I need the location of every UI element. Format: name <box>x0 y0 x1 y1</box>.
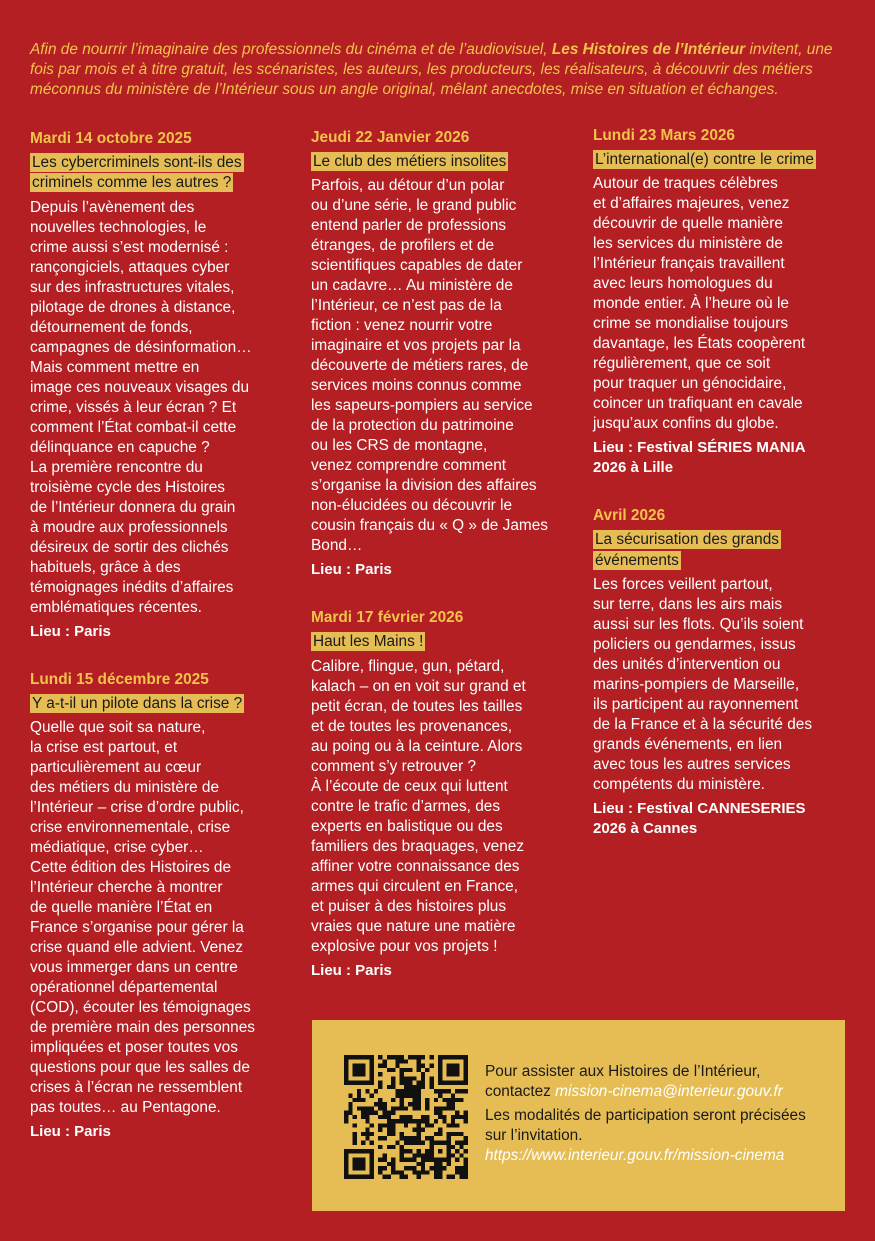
intro-brand: Les Histoires de l’Intérieur <box>551 41 746 59</box>
column-right <box>593 126 848 867</box>
email-link[interactable]: mission-cinema@interieur.gouv.fr <box>555 1083 783 1100</box>
participation-note: Les modalités de participation seront précisées sur l’invitation. <box>485 1107 806 1144</box>
event-title: Les cybercriminels sont-ils des criminels comme les autres ? <box>32 154 242 192</box>
event-card <box>30 129 292 642</box>
event-title: La sécurisation des grands événements <box>595 531 779 569</box>
event-date: Lundi 15 décembre 2025 <box>30 670 209 688</box>
event-location: Lieu : Paris <box>311 561 392 579</box>
event-title: L’international(e) contre le crime <box>595 151 814 168</box>
event-description: Les forces veillent partout, sur terre, dans les airs mais aussi sur les flots. Qu’ils soient policiers ou gendarmes, issus des unités d’intervention ou marins-pompiers de Marseille, ils participent au rayonnement de la France et à la sécurité des grands événements, en lien avec tous les autres services compétents du ministère. <box>593 576 813 794</box>
event-date: Lundi 23 Mars 2026 <box>593 127 735 144</box>
event-title: Y a-t-il un pilote dans la crise ? <box>32 694 243 712</box>
event-location: Lieu : Festival SÉRIES MANIA 2026 à Lille <box>593 439 806 477</box>
event-description: Autour de traques célèbres et d’affaires majeures, venez découvrir de quelle manière les services du ministère de l’Intérieur français travaillent avec leurs homologues du monde entier. À l’heure où le crime se mondialise toujours davantage, les États coopèrent régulièrement, que ce soit pour traquer un génocidaire, coincer un trafiquant en cavale jusqu’aux confins du globe. <box>593 175 806 433</box>
column-left <box>30 129 292 1170</box>
website-link[interactable]: https://www.interieur.gouv.fr/mission-cinema <box>485 1147 785 1164</box>
contact-line: contactez mission-cinema@interieur.gouv.fr <box>485 1083 783 1100</box>
event-card <box>311 608 573 980</box>
event-location: Lieu : Paris <box>30 1123 111 1141</box>
event-location: Lieu : Paris <box>30 622 111 640</box>
event-title: Haut les Mains ! <box>313 633 424 651</box>
event-card <box>311 128 573 580</box>
event-date: Mardi 17 février 2026 <box>311 609 464 627</box>
contact-line: Pour assister aux Histoires de l’Intérieur, <box>485 1063 761 1080</box>
event-card <box>593 126 848 478</box>
contact-text <box>485 1062 830 1166</box>
event-title: Le club des métiers insolites <box>313 153 507 170</box>
event-date: Mardi 14 octobre 2025 <box>30 130 192 147</box>
event-card <box>30 670 292 1142</box>
contact-box <box>312 1020 845 1211</box>
event-date: Avril 2026 <box>593 507 666 525</box>
intro-text: Afin de nourrir l’imaginaire des professionnels du cinéma et de l’audiovisuel, Les Histoires de l’Intérieur invitent, une fois par mois et à titre gratuit, les scénaristes, les auteurs, les producteurs, les réalisateurs, à découvrir des métiers méconnus du ministère de l’Intérieur sous un angle original, mêlant anecdotes, mise en situation et échanges. <box>30 41 833 99</box>
event-description: Quelle que soit sa nature, la crise est partout, et particulièrement au cœur des métiers du ministère de l’Intérieur – crise d’ordre public, crise environnementale, crise médiatique, crise cyber… Cette édition des Histoires de l’Intérieur cherche à montrer de quelle manière l’État en France s’organise pour gérer la crise quand elle advient. Venez vous immerger dans un centre opérationnel départemental (COD), écouter les témoignages de première main des personnes impliquées et poser toutes vos questions pour que les salles de crises à l’écran ne ressemblent pas toutes… au Pentagone. <box>30 719 255 1117</box>
event-location: Lieu : Paris <box>311 961 392 979</box>
qr-code-icon[interactable] <box>344 1055 468 1179</box>
event-date: Jeudi 22 Janvier 2026 <box>311 129 470 146</box>
event-description: Parfois, au détour d’un polar ou d’une série, le grand public entend parler de professions étranges, de profilers et de scientifiques capables de dater un cadavre… Au ministère de l’Intérieur, ce n’est pas de la fiction : venez nourrir votre imaginaire et vos projets par la découverte de métiers rares, de services moins connus comme les sapeurs-pompiers au service de la protection du patrimoine ou les CRS de montagne, venez comprendre comment s’organise la division des affaires non-élucidées ou découvrir le cousin français du « Q » de James Bond… <box>311 177 548 555</box>
event-card <box>593 506 848 839</box>
event-location: Lieu : Festival CANNESERIES 2026 à Cannes <box>593 800 806 838</box>
column-middle <box>311 128 573 1009</box>
event-description: Calibre, flingue, gun, pétard, kalach – on en voit sur grand et petit écran, de toutes les tailles et de toutes les provenances, au poing ou à la ceinture. Alors comment s’y retrouver ? À l’écoute de ceux qui luttent contre le trafic d’armes, des experts en balistique ou des familiers des braquages, venez affiner votre connaissance des armes qui circulent en France, et puiser à des histoires plus vraies que nature une matière explosive pour vos projets ! <box>311 657 526 955</box>
event-description: Depuis l’avènement des nouvelles technologies, le crime aussi s’est modernisé : rançongiciels, attaques cyber sur des infrastructures vitales, pilotage de drones à distance, détournement de fonds, campagnes de désinformation… Mais comment mettre en image ces nouveaux visages du crime, vissés à leur écran ? Et comment l’État combat-il cette délinquance en capuche ? La première rencontre du troisième cycle des Histoires de l’Intérieur donnera du grain à moudre aux professionnels désireux de sortir des clichés habituels, grâce à des témoignages inédits d’affaires emblématiques récentes. <box>30 198 252 616</box>
